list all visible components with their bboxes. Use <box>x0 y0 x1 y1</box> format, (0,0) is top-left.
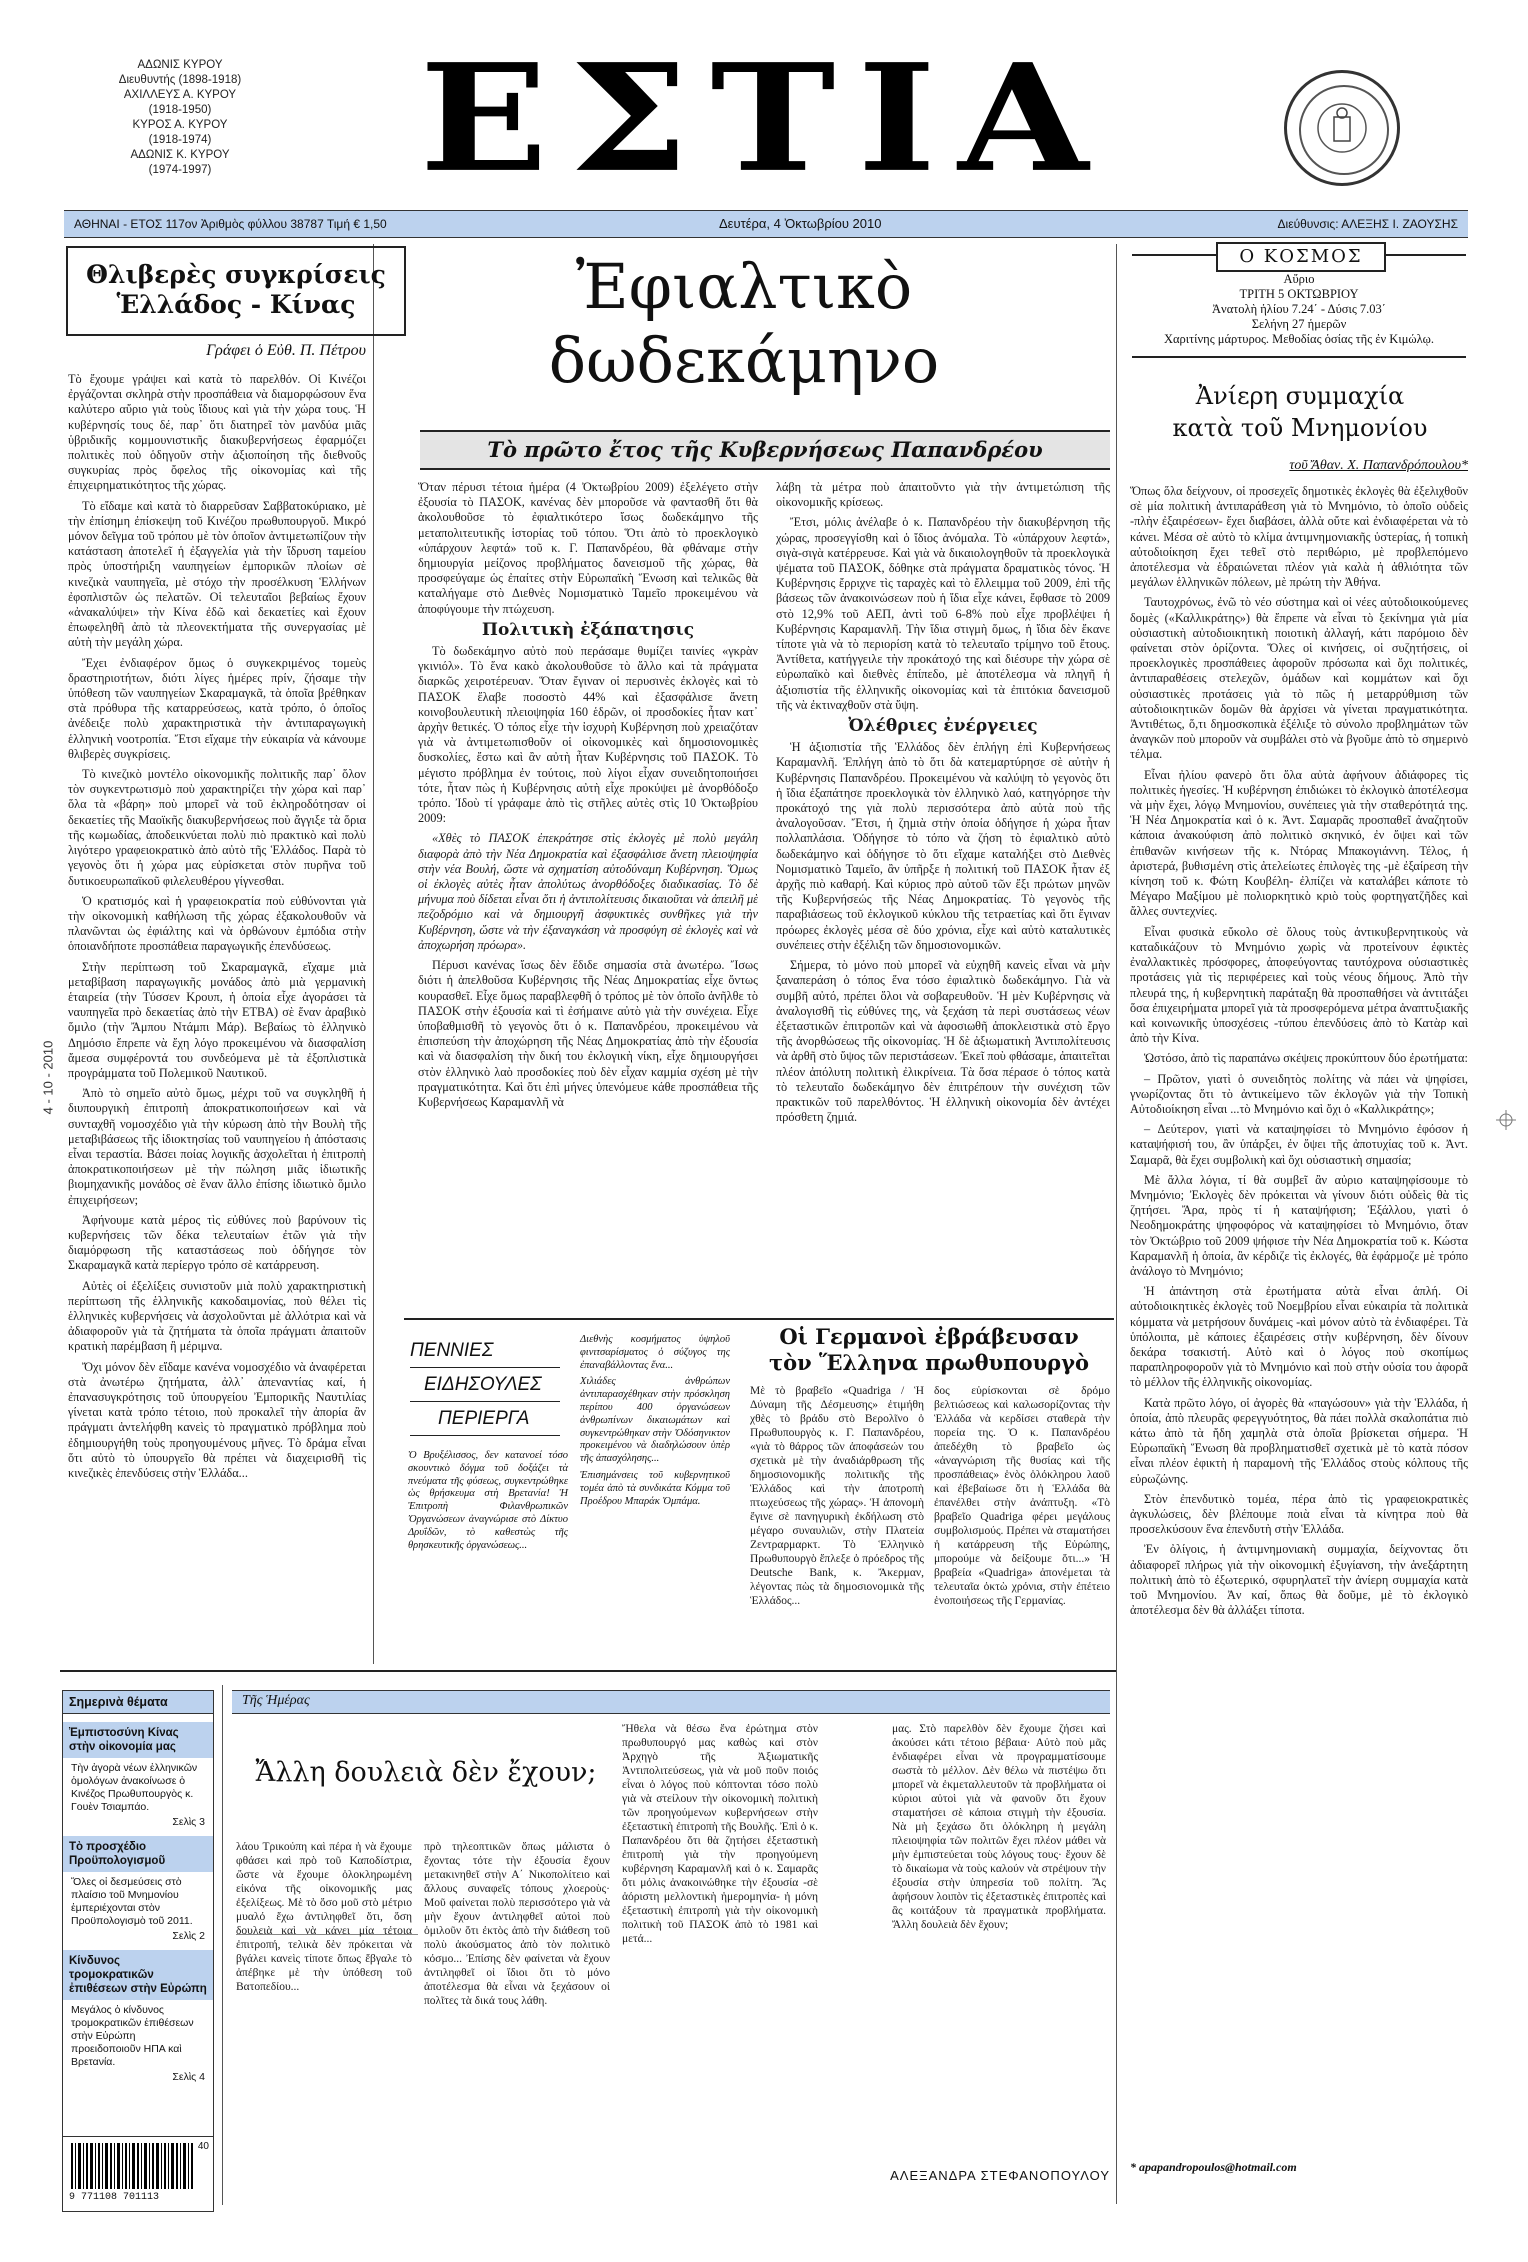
paragraph: Ὄχι μόνον δὲν εἴδαμε κανένα νομοσχέδιο νὰ ἀναφέρεται στὰ ἀνωτέρω ζητήματα, ἀλλ᾽ ἀπεναντίας καί, ἡ ἐπανασυγκρότησις τοῦ ὑπουργείου Ἐμπορικῆς Ναυτιλίας γίνεται κατὰ τρόπο τέτοιο, ποὺ προκαλεῖ τὴν ἀπορία ἂν πράγματι ἀντελήφθη κανεὶς τὸ πραγματικὸ πρόβλημα ποὺ ἐδημιουργήθη τοὺς προηγουμένους μῆνες. Τὸ δράμα εἶναι ὅτι αὐτὸ τὸ ὑπουργεῖο θὰ πρέπει νὰ διαχειρισθῆ τὶς κινεζικὲς ἐπενδύσεις στὴν Ἑλλάδα... <box>68 1359 366 1481</box>
section-title: Ὀλέθριες ἐνέργειες <box>848 716 1038 737</box>
tis-imeras-author: ΑΛΕΞΑΝΔΡΑ ΣΤΕΦΑΝΟΠΟΥΛΟΥ <box>890 2168 1110 2183</box>
todays-topics-box <box>62 1690 214 2212</box>
paragraph: Μὲ ἄλλα λόγια, τί θὰ συμβεῖ ἂν αὐριο καταψηφίσουμε τὸ Μνημόνιο; Ἐκλογὲς δὲν πρόκειται νὰ γίνουν διότι οὐδεὶς θὰ τὶς ζητήσει. Ἄρα, πρὸς τί ἡ καταψήφιση; Ἐξάλλου, γιατὶ ὁ Νεοδημοκράτης ψηφοφόρος νὰ καταψηφίσει τὸ Μνημόνιο, ὅταν τὸν Ὀκτώβριο τοῦ 2009 ψήφισε τὴν Νέα Δημοκρατία τοῦ κ. Κώστα Καραμανλῆ ἡ ὁποία, ἂν κέρδιζε τὶς ἐκλογές, θὰ ἐφάρμοζε μὲ τρόπο ἀνάλογο τὸ Μνημόνιο; <box>1130 1172 1468 1278</box>
gossip-item: Ἐπισημάνσεις τοῦ κυβερνητικοῦ τομέα ἀπὸ τὰ συνδικάτα Κόμμα τοῦ Προέδρου Μπαράκ Ὀμπάμα. <box>580 1469 730 1507</box>
tis-imeras-col-2 <box>424 1840 610 2200</box>
paragraph: Ἀπὸ τὸ σημεῖο αὐτὸ ὅμως, μέχρι τοῦ να συγκληθῆ ἡ διυπουργικὴ ἐπιτροπὴ ἀποκρατικοποιήσεων καὶ νὰ συνταχθῆ νομοσχέδιο γιὰ τὴν κύρωση ἀπὸ τὴν Βουλὴ τῆς μεταβιβάσεως τῆς ἰδιοκτησίας τοῦ ναυπηγείου ἡ ἀπόστασις εἶναι τεραστία. Βάσει ποίας λογικῆς ἀσχολεῖται ἡ ἐπιτροπὴ ἀποκρατικοποιήσεων μὲ τὴν πώληση μιᾶς ἰδιωτικῆς βιομηχανικῆς μονάδος σὲ ἕναν ἄλλο ἐπίσης ἰδιωτικὸ ὅμιλο ἐπιχειρήσεων; <box>68 1086 366 1207</box>
gossip-title <box>410 1334 560 1436</box>
paragraph: Ἡ ἀξιοπιστία τῆς Ἑλλάδος δὲν ἐπλήγη ἐπὶ Κυβερνήσεως Καραμανλῆ. Ἐπλήγη ἀπὸ τὸ ὅτι δὰ κατεμαρτύρησε σὲ αὐτὴν ἡ Κυβέρνησις Παπανδρέου. Προκειμένου νὰ καλύψη τὸ γεγονὸς ὅτι ἡ ἴδια ἐξαπάτησε προεκλογικὰ τὸν ἑλληνικὸ λαό, κατηγόρησε τὴν προκάτοχό της γιὰ πολὺ περισσότερα ἀπὸ αὐτὰ ποὺ τῆς ἀναλογοῦσαν. Ἔτσι, ἡ ζημιὰ στὴν ὁποία ὁδήγησε ἡ χώρα ἦταν πολλαπλάσια. Ὁδήγησε τὸ τόπο νὰ ζήση τὸ ἐφιαλτικὸ αὐτὸ δωδεκάμηνο καὶ ὁδήγησε τὸ ὅτι εἴχαμε καταλήξει στὸ Διεθνὲς Νομισματικὸ Ταμεῖο, ἂν ὑπῆρξε ἡ πολιτική τοῦ ΠΑΣΟΚ ἦταν ἐξ ἀρχῆς πιὸ καθαρή. Καὶ κύριος πρὸ αὐτοῦ τῶν ἔξι πρώτων μηνῶν τῆς Κυβερνήσεώς τῆς Νέας Δημοκρατίας. Τὸ γεγονὸς τῆς παραβιάσεως τοῦ ἐκλογικοῦ κύκλου τῆς τετραετίας καὶ ὅτι ἔγιναν πρόωρες ἐκλογὲς μέσα σὲ δύο χρόνια, εἶχε καὶ αὐτὸ καταλυτικὲς συνέπειες στὴν ἐξέλιξη τῶν δημοσιονομικῶν. <box>776 740 1110 952</box>
founder-line: ΚΥΡΟΣ Α. ΚΥΡΟΥ <box>132 119 228 131</box>
barcode-icon <box>69 2143 199 2189</box>
info-bar <box>64 210 1468 238</box>
paragraph: Τὸ δωδεκάμηνο αὐτὸ ποὺ περάσαμε θυμίζει ταινίες «γκρὰν γκινιόλ». Τὸ ἕνα κακὸ ἀκολουθοῦσε τὸ ἄλλο καὶ τὰ πράγματα διαρκῶς χειροτέρευαν. Ὅταν ἔγιναν οἱ περυσινὲς ἐκλογὲς καὶ τὸ ΠΑΣΟΚ ἔλαβε ποσοστὸ 44% καὶ ἐξασφάλισε ἄνετη κοινοβουλευτικὴ πλειοψηφία 160 ἑδρῶν, οἱ προσδοκίες ἦταν κατ᾽ ἀρχὴν θετικές. Ὁ τόπος εἶχε τὴν ἰσχυρὴ Κυβέρνηση ποὺ χρειαζόταν γιὰ νὰ ἀντιμετωπισθοῦν οἱ οἰκονομικὲς καὶ δημοσιονομικὲς δυσκολίες, ἔστω καὶ ἂν αὐτὴ ἦταν Κυβέρνησις τοῦ ΠΑΣΟΚ. Τὸ μέγιστο πρόβλημα ἐν τούτοις, ποὺ λίγοι εἶχαν συνειδητοποιήσει τότε, ἦταν πὼς ἡ Κυβέρνησις αὐτὴ εἶχε προκύψει μὲ ἀνορθόδοξο τρόπο. Ἰδοὺ τί γράφαμε ἀπὸ τὶς στῆλες αὐτὲς στὶς 10 Ὀκτωβρίου 2009: <box>418 644 758 826</box>
right-headline-line1: Ἀνίερη συμμαχία <box>1195 382 1405 410</box>
germans-col-1 <box>750 1384 924 1654</box>
paragraph: Ἐν ὀλίγοις, ἡ ἀντιμνημονιακὴ συμμαχία, δείχνοντας ὅτι ἀδιαφορεῖ πλήρως γιὰ τὴν οἰκονομικὴ ἐξυγίανση, τὴν ἀνεξάρτητη πολιτικὴ ἀπὸ τὸ ἐξωτερικό, σφυρηλατεῖ τὴν ἀνίερη συμμαχία κατὰ τοῦ Μνημονίου. Ἀν καί, ὅπως θὰ δοῦμε, μὲ τὸ ἐκλογικὸ ἀποτέλεσμα δὲν θὰ ἀλλάξει τίποτα. <box>1130 1542 1468 1618</box>
paragraph: Ὅταν πέρυσι τέτοια ἡμέρα (4 Ὀκτωβρίου 2009) ἐξελέγετο στὴν ἐξουσία τὸ ΠΑΣΟΚ, κανένας δὲν μποροῦσε νὰ φαντασθῆ ὅτι θὰ ἀκολουθοῦσε τὸ ἐφιαλτικότερο ἴσως δωδεκάμηνο τῆς μεταπολιτευτικῆς ἱστορίας τοῦ τόπου. Ὅτι ἀπὸ τὸ προεκλογικὸ «ὑπάρχουν λεφτά» τοῦ κ. Γ. Παπανδρέου, θὰ φθάναμε στὴν δημιουργία μείζονος προβλήματος δανεισμοῦ τῆς χώρας, θὰ προσφεύγαμε ὡς ἐπαίτες στὴν Εὐρωπαϊκὴ Ἕνωση καὶ τελικῶς θὰ καταλήγαμε στὸ Διεθνὲς Νομισματικὸ Ταμεῖο προκειμένου νὰ ἀποφύγουμε τὴν πτώχευση. <box>418 480 758 616</box>
main-headline-line2: δωδεκάμηνο <box>548 324 940 397</box>
topic-heading: Κίνδυνος τρομοκρατικῶν ἐπιθέσεων στὴν Εὐρώπη <box>63 1950 213 2000</box>
paragraph: Ἀφήνουμε κατὰ μέρος τὶς εὐθύνες ποὺ βαρύνουν τὶς κυβερνήσεις τῶν δέκα τελευταίων ἐτῶν γιὰ τὴν διαμόρφωση τῆς καταστάσεως ποὺ ὁδήγησε τὸν Σκαραμαγκᾶ κατὰ περίεργο τρόπο σὲ κατάρρευση. <box>68 1212 366 1273</box>
germans-col-2 <box>934 1384 1110 1654</box>
tis-imeras-top-col <box>622 1722 818 1972</box>
gossip-item: Ὁ Βρυξέλισσος, δεν κατανοεί τόσο σκουντικὸ δόγμα τοῦ δοξάζει τὰ πνεύματα τῆς φύσεως, συγκεντρώθηκε ὡς θρήσκευμα στὴ Βρετανία! Ἡ Ἐπιτροπὴ Φιλανθρωπικῶν Ὀργανώσεων ἀναγνώρισε στὸ Δίκτυο Δρυΐδῶν, τὸ καθεστὼς τῆς θρησκευτικῆς ὀργανώσεως... <box>408 1450 568 1551</box>
paragraph: – Δεύτερον, γιατὶ νὰ καταψηφίσει τὸ Μνημόνιο ἐφόσον ἡ καταψήφισή του, ἂν ὑπάρξει, ἐν ὄψει τῆς ἀποτυχίας τοῦ κ. Ἀντ. Σαμαρᾶ, θὰ ἔχει συμβολικὴ καὶ ὄχι οὐσιαστικὴ σημασία; <box>1130 1122 1468 1167</box>
date-stamp-vertical <box>38 1000 58 1160</box>
paragraph: μας. Στὸ παρελθὸν δὲν ἔχουμε ζήσει καὶ ἀκούσει κάτι τέτοιο βέβαια· Αὐτὸ ποὺ μᾶς ἐνδιαφέρει εἶναι νὰ προγραμματίσουμε σωστὰ τὸ μέλλον. Δὲν θέλω νὰ πιστέψω ὅτι μπορεῖ νὰ ἐκμεταλλευτοῦν τὰ προβλήματα οἱ κύριοι αὐτοὶ γιὰ νὰ φανοῦν ὅτι ἔχουν σταματήσει σὲ κάποια στιγμὴ τὴν ἐξουσία. Νὰ μὴ ξεχάσω ὅτι ὁλόκληρη ἡ μεγάλη πλειοψηφία τῶν πολιτῶν ἔχει πλέον μάθει νὰ μὴν ἐμπιστεύεται τοὺς λόγους τους· ἔχουν δὲ τὸ δικαίωμα νὰ τοὺς καλούν νὰ στρέψουν τὴν ἐξουσία στὴν ὑπηρεσία τοῦ πολίτη. Ἂς ἀφήσουν λοιπὸν τὶς ἐξεταστικὲς ἐπιτροπὲς καὶ ἂς κοιτάξουν τὰ πραγματικὰ προβλήματα. Ἄλλη δουλειὰ δὲν ἔχουν; <box>892 1723 1106 1931</box>
paragraph: δος εὑρίσκονται σὲ δρόμο βελτιώσεως καὶ καλωσορίζοντας τὴν Ἑλλάδα νὰ κερδίσει σταθερὰ τὴν πορεία της. Ὁ κ. Παπανδρέου ἀπεδέχθη τὸ βραβεῖο ὡς «ἀναγνώριση τῆς θυσίας καὶ τῆς προσπάθειας» ἑνὸς ὁλόκληρου λαοῦ καὶ ἐβεβαίωσε ὅτι ἡ Ἑλλάδα θὰ ἐπανέλθει στὴν ἀνάπτυξη. «Τὸ βραβεῖο Quadriga φέρει μεγάλους συμβολισμούς. Πρέπει νὰ σταματήσει ἡ κατάρρευση τῆς Εὐρώπης, μπορούμε νὰ δείξουμε ὅτι...» Ἡ βραβεία «Quadriga» ἀπονέμεται τὰ τελευταῖα ὀκτὼ χρόνια, στὴν ἐπέτειο ἑνοποιήσεως τῆς Γερμανίας. <box>934 1385 1110 1607</box>
main-col-1 <box>418 480 758 1360</box>
right-byline: τοῦ Ἄθαν. Χ. Παπανδρόπουλου* <box>1289 458 1468 473</box>
quote-paragraph: «Χθὲς τὸ ΠΑΣΟΚ ἐπεκράτησε στὶς ἐκλογὲς μὲ πολὺ μεγάλη διαφορὰ ἀπὸ τὴν Νέα Δημοκρατία καὶ ἐξασφάλισε ἄνετη πλειοψηφία στὴν νέα Βουλή, ὥστε νὰ σχηματίση αὐτοδύναμη Κυβέρνηση. Ὅμως οἱ ἐκλογὲς αὐτὲς ἦταν ἀπολύτως ἀνορθόδοξες διαδικασίας. Τὸ δὲ μήνυμα ποὺ δίδεται εἶναι ὅτι ἡ ἀντιπολίτευσις δικαιοῦται νὰ ἀπειλῆ μὲ πεζοδρόμιο καὶ νὰ δημιουργῆ ἀσφυκτικὲς συνθῆκες γιὰ τὴν Κυβέρνηση, ὥστε νὰ τὴν ἐξαναγκάση νὰ προσφύγη σὲ ἐκλογὲς καὶ νὰ ἀποχωρήση πρόωρα». <box>418 831 758 952</box>
topic-item[interactable] <box>63 1950 213 2091</box>
paragraph: Τὸ κινεζικὸ μοντέλο οἰκονομικῆς πολιτικῆς παρ᾽ ὅλον τὸν συγκεντρωτισμὸ ποὺ χαρακτηρίζει τὴν χώρα καὶ παρ᾽ ὅλα τὰ «βάρη» ποὺ μπορεῖ νὰ τοῦ ἐκληροδότησαν οἱ δεκαετίες τῆς Μαοϊκῆς διακυβερνήσεως ποὺ ἄγγιξε τὰ ὅρια τῆς κωμωδίας, ἀποδεικνύεται πολὺ πιὸ πρακτικὸ καὶ πολὺ λιγότερο γραφειοκρατικὸ ἀπὸ αὐτὸ τῆς Ἑλλάδος. Παρὰ τὸ γεγονὸς ὅτι ἡ χώρα μας εὑρίσκεται στὸν πυρῆνα τοῦ δυτικοευρωπαϊκοῦ φιλελευθέρου γίγνεσθαι. <box>68 767 366 888</box>
issue-date: Δευτέρα, 4 Ὀκτωβρίου 2010 <box>719 216 882 231</box>
founder-line: (1918-1974) <box>148 134 212 146</box>
director-info: Διεύθυνσις: ΑΛΕΞΗΣ Ι. ΖΑΟΥΣΗΣ <box>1277 217 1458 231</box>
paragraph: Ὁ κρατισμός καὶ ἡ γραφειοκρατία ποὺ εὐθύνονται γιὰ τὴν οἰκονομικὴ καθήλωση τῆς χώρας ἐξακολουθοῦν νὰ πλανῶνται ὡς ἐφιάλτης καὶ νὰ ὀρθώνουν ἐμπόδια στὴν ὁποιανδήποτε προσπάθεια παραγωγικῆς ἐπενδύσεως. <box>68 893 366 954</box>
left-article-body <box>68 372 366 1662</box>
topic-heading: Τὸ προσχέδιο Προϋπολογισμοῦ <box>63 1836 213 1872</box>
gossip-item: Διεθνὴς κοσμήματος ὑψηλοῦ φινιτσαρίσματος ὁ σύζυγος της ἐπαναβάλλοντας ἕνα... <box>580 1334 730 1371</box>
paragraph: λάου Τρικούπη καὶ πέρα ἡ νὰ ἔχουμε φθάσει καὶ πρὸ τοῦ Καποδίστρια, ὥστε νὰ ἔχουμε ὁλοκληρωμένη εἰκόνα τῆς οἰκονομικῆς μας ἐξελίξεως. Μὲ τὸ ὅσο μοῦ στὸ μέτριο μυαλό ἔχω ἀντιληφθεῖ ὅτι, ὅση δουλειὰ καὶ νὰ κάνει μία τέτοια ἐπιτροπή, τελικὰ δὲν πρόκειται νὰ βγάλει κανεὶς τίποτε ὅπως ἔβγαλε τὸ ἀπέβηκε μὲ τὴν ὑπόθεση τοῦ Βατοπεδίου... <box>236 1841 412 1993</box>
paragraph: Στὴν περίπτωση τοῦ Σκαραμαγκᾶ, εἴχαμε μιὰ μεταβίβαση παραγωγικῆς μονάδος ἀπὸ μιὰ γερμανικὴ ἑταιρεία (τὴν Τύσσεν Κρουπ, ἡ ὁποία εἶχε ἀγοράσει τὰ ναυπηγεῖα πρὸ δεκαετίας ἀπὸ τὴν ΕΤΒΑ) σὲ ἕναν ἀραβικὸ ὅμιλο (τὴν Ἄμπου Ντάμπι Μάρ). Βεβαίως τὸ ἑλληνικὸ Δημόσιο ἔπρεπε νὰ ἔχη λόγο προκειμένου νὰ διασφαλίση ἄμεσα συμφέροντά του συνδεόμενα μὲ τὰ ἐξοπλιστικὰ προγράμματα τοῦ Πολεμικοῦ Ναυτικοῦ. <box>68 959 366 1080</box>
paragraph: Αὐτὲς οἱ ἐξελίξεις συνιστοῦν μιὰ πολὺ χαρακτηριστικὴ περίπτωση τῆς ἑλληνικῆς κακοδαιμονίας, ποὺ θέλει τὶς ἑλληνικὲς κυβερνήσεις νὰ ἀσχολοῦνται μὲ ἀλλότρια καὶ νὰ ἀδιαφοροῦν γιὰ τὰ ζητήματα τὰ ὁποῖα πράγματι ἀπαιτοῦν κρατικὴ παρέμβαση ἢ μέριμνα. <box>68 1278 366 1354</box>
founder-line: Διευθυντής (1898-1918) <box>118 74 242 86</box>
paragraph: Εἶναι φυσικὰ εὔκολο σὲ ὅλους τοὺς ἀντικυβερνητικοὺς νὰ καταδικάζουν τὸ Μνημόνιο χωρὶς νὰ προτείνουν ἐφικτὲς ἐναλλακτικὲς πρόσφορες, ἀποφεύγοντας ταυτόχρονα οὐσιαστικὲς προτάσεις γιὰ τὶς περιφέρειες καὶ τοὺς νέους δήμους. Ἀπὸ τὴν πλευρά της, ἡ κυβερνητικὴ παράταξη θὰ προσπαθήσει νὰ ἀντιτάξει ὅσα ἐπιχειρήματα μπορεῖ γιὰ τὰ προσφερόμενα μέτρα ἀναπτυξιακῆς καὶ κοινωνικῆς ὑποσχέσεις -τύπου ἐπενδύσεις ἀπὸ τὸ Κατὰρ καὶ ἀπὸ τὴν Κίνα. <box>1130 924 1468 1046</box>
barcode-issue: 40 <box>197 2141 209 2152</box>
main-subheadline: Τὸ πρῶτο ἔτος τῆς Κυβερνήσεως Παπανδρέου <box>420 430 1110 470</box>
founder-line: ΑΔΩΝΙΣ Κ. ΚΥΡΟΥ <box>130 149 230 161</box>
tis-imeras-col-1 <box>236 1840 412 2200</box>
main-headline <box>382 250 1106 398</box>
kosmos-line: Αὔριο <box>1283 272 1315 286</box>
founder-line: ΑΔΩΝΙΣ ΚΥΡΟΥ <box>137 59 223 71</box>
kosmos-title: Ο ΚΟΣΜΟΣ <box>1216 242 1386 272</box>
paragraph: Ὡστόσο, ἀπὸ τὶς παραπάνω σκέψεις προκύπτουν δύο ἐρωτήματα: <box>1144 1051 1468 1066</box>
gossip-section <box>404 1330 734 1660</box>
topic-text: Τὴν ἀγορὰ νέων ἑλληνικῶν ὁμολόγων ἀνακοίνωσε ὁ Κινέζος Πρωθυπουργὸς κ. Γουὲν Τσιαμπάο. <box>71 1762 198 1813</box>
kosmos-line: Σελήνη 27 ἡμερῶν <box>1251 317 1347 331</box>
paragraph: Τὸ εἴδαμε καὶ κατὰ τὸ διαρρεῦσαν Σαββατοκύριακο, μὲ τὴν ἐπίσημη ἐπίσκεψη τοῦ Κινέζου πρωθυπουργοῦ. Μικρό μόνον δεῖγμα τοῦ τρόπου μὲ τὸν ὁποῖον ἀντιμετωπίζουν τὴν κατάσταση ἀποτελεῖ ἡ ἐξαγγελία γιὰ τὴν ἵδρυση ταμείου πρὸς ὑποστήριξη ναυπηγείων ἐμπορικῶν πλοίων σὲ κινεζικὰ ναυπηγεῖα, μὲ στόχο τὴν προσέλκυση Ἑλλήνων ἐφοπλιστῶν ὡς πελατῶν. Οἱ τελευταῖοι βεβαίως ἔχουν «ἀνακαλύψει» τὴν Κίνα ἐδῶ καὶ δεκαετίες καὶ ἔχουν ἐπωφεληθῆ ἀπὸ τὰ πλεονεκτήματα τῆς συνεργασίας μὲ αὐτὴ τὴν μεγάλη χώρα. <box>68 498 366 650</box>
gossip-title-line: ΕΙΔΗΣΟΥΛΕΣ <box>410 1368 560 1402</box>
founder-line: (1918-1950) <box>148 104 212 116</box>
paragraph: – Πρῶτον, γιατὶ ὁ συνειδητὸς πολίτης νὰ πάει νὰ ψηφίσει, γνωρίζοντας ὅτι τὸ ἀντικείμενο τῶν ἐκλογῶν γιὰ τὴν Τοπικὴ Αὐτοδιοίκηση εἶναι ...τὸ Μνημόνιο καὶ ὄχι ὁ «Καλλικράτης»; <box>1130 1071 1468 1116</box>
issue-info: ΑΘΗΝΑΙ - ΕΤΟΣ 117ον Ἀριθμὸς φύλλου 38787 Τιμή € 1,50 <box>74 217 387 231</box>
paragraph: πρὸ τηλεοπτικῶν ὅπως μάλιστα ὁ ἔχοντας τότε τὴν ἐξουσία ἔχουν μετακινηθεῖ στὴν Α΄ Νικοπολίτειο καὶ ἄλλους συναφεῖς τόπους χλοεροὺς· Μοῦ φαίνεται πολὺ περισσότερο γιὰ νὰ μὴν ἔχουν ἀντιληφθεῖ αὐτοὶ ποὺ ὁμιλοῦν ὅτι ἐκτὸς ἀπὸ τὴν διάθεση τοῦ πολὺ ἀκούσματος ἀπὸ τὸν πολιτικὸ κόσμο... Ἐπίσης δὲν φαίνεται νὰ ἔχουν ἀντιληφθεῖ οἱ ἴδιοι ὅτι τὸ μόνο ἀποτέλεσμα θὰ εἶναι νὰ ξεχάσουν οἱ πολῖτες τὰ δικά τους λάθη. <box>424 1841 610 2007</box>
paragraph: Ἔτσι, μόλις ἀνέλαβε ὁ κ. Παπανδρέου τὴν διακυβέρνηση τῆς χώρας, προσεγγίσθη καὶ ὁ ἴδιος ἀνόμαλα. Τὸ «ὑπάρχουν λεφτά», σιγὰ-σιγὰ κατέρρευσε. Καὶ γιὰ νὰ δικαιολογηθοῦν τὰ προεκλογικὰ ψέματα τοῦ ΠΑΣΟΚ, δόθηκε στὰ πράγματα δραματικὸς τόνος. Ἡ Κυβέρνησις ἔρριχνε τὶς ταραχὲς καὶ τὸ ἔλλειμμα τοῦ 2009, ἐπὶ τῆς βάσεως τῶν ἀνακοινώσεων ποὺ ἡ ἴδια εἶχε κάνει, ἔφθασε τὸ 2009 στὸ 12,9% τοῦ ΑΕΠ, ἀντὶ τοῦ 6-8% ποὺ εἶχε προβλέψει ἡ Κυβέρνησις Καραμανλῆ. Τὴν ἴδια στιγμὴ ὅμως, ἡ ἴδια δὲν ἔκανε τίποτε γιὰ νὰ τὸ περιορίση κατὰ τὸ τελευταῖο τρίμηνο τοῦ ἔτους. Ἀντίθετα, κατήγγειλε τὴν προκάτοχό της καὶ διέσυρε τὴν χώρα σὲ εὐρωπαϊκὸ καὶ διεθνὲς ἐπίπεδο, μὲ ἀποτέλεσμα νὰ πληγῆ ἡ ἀξιοπιστία τῆς ἑλληνικῆς οἰκονομίας καὶ τὰ ἐπιτόκια δανεισμοῦ τῆς νὰ ἐκτιναχθοῦν στὰ ὕψη. <box>776 515 1110 712</box>
author-email: * apapandropoulos@hotmail.com <box>1130 2160 1297 2174</box>
paragraph: Ἔχει ἐνδιαφέρον ὅμως ὁ συγκεκριμένος τομεὺς δραστηριοτήτων, διότι λίγες ἡμέρες πρίν, ζήσαμε τὴν ὑπόθεση τῶν ναυπηγείων Σκαραμαγκᾶ, τὰ ὁποῖα βρέθηκαν στὰ πρόθυρα τῆς καταρρεύσεως, κατὰ τρόπο, ὁ ὁποῖος ἀνέδειξε πολὺ χαρακτηριστικὰ τὴν ἀντιπαραγωγικὴ ἑλληνικὴ νοοτροπία. Ἔτσι εἴχαμε τὴν εὐκαιρία νὰ κάνουμε θλιβερὲς συγκρίσεις. <box>68 655 366 761</box>
kosmos-line: ΤΡΙΤΗ 5 ΟΚΤΩΒΡΙΟΥ <box>1239 287 1359 301</box>
germans-headline-line2: τὸν Ἕλληνα πρωθυπουργὸ <box>769 1350 1089 1375</box>
left-headline-line1: Θλιβερὲς συγκρίσεις <box>86 260 386 289</box>
topic-text: Ὅλες οἱ δεσμεύσεις στὸ πλαίσιο τοῦ Μνημονίου ἐμπεριέχονται στὸν Προϋπολογισμὸ τοῦ 2011. <box>71 1876 193 1927</box>
date-stamp-text: 4 - 10 - 2010 <box>40 1040 56 1115</box>
paragraph: Σήμερα, τὸ μόνο ποὺ μπορεῖ νὰ εὐχηθῆ κανεὶς εἶναι νὰ μὴν ξαναπεράση ὁ τόπος ἕνα τόσο ἐφιαλτικὸ δωδεκάμηνο. Γιὰ νὰ συμβῆ αὐτό, πρέπει ὅλοι νὰ σοβαρευθοῦν. Ἡ μὲν Κυβέρνησις νὰ ἀναλογισθῆ τὶς εὐθύνες της, νὰ ξεχάση τὰ περὶ συστάσεως νέων ἐξεταστικῶν ἐπιτροπῶν καὶ νὰ ἀφοσιωθῆ ἀποκλειστικὰ στὸ ἔργο τῆς ἀνορθώσεως τῆς οἰκονομίας. Ἡ δὲ ἀξιωματικὴ Ἀντιπολίτευσις νὰ ἀρθῆ στὸ ὕψος τῶν περιστάσεων. Ἐκεῖ ποὺ φθάσαμε, ἀπαιτεῖται πλέον ἀπόλυτη πολιτικὴ ἐλικρίνεια. Τὰ ὅσα πέρασε ὁ τόπος κατὰ τὸ τελευταῖο δωδεκάμηνο δὲν ἐπιτρέπουν τὴν συνέχιση τῶν πρακτικῶν τοῦ παρελθόντος. Ἡ ἑλληνικὴ οἰκονομία δὲν ἀντέχει πρόσθετη ζημιά. <box>776 958 1110 1125</box>
todays-topics-title: Σημερινὰ θέματα <box>63 1691 213 1714</box>
gossip-col-1 <box>408 1450 568 1556</box>
right-headline-line2: κατὰ τοῦ Μνημονίου <box>1172 414 1428 442</box>
paragraph: Ὅπως ὅλα δείχνουν, οἱ προσεχεῖς δημοτικὲς ἐκλογὲς θὰ ἐξελιχθοῦν σὲ μία πολιτικὴ ἀντιπαράθεση γιὰ τὸ Μνημόνιο, τὸ ὁποῖο οὐδεὶς -πλὴν ἐξαιρέσεων- ἔχει διαβάσει, ἀλλὰ οὔτε καὶ ἐνδιαφέρεται νὰ τὸ κάνει. Μέσα σὲ αὐτὸ τὸ κλίμα ἀντιμνημονιακῆς ὑστερίας, ἡ τοπικὴ αὐτοδιοίκηση ἔχει τεθεῖ στὸ περιθώριο, μὲ προβλεπόμενο ἀποτέλεσμα νὰ ἑδραιώνεται πλέον γιὰ καλὰ ἡ ἀθλιότητα τῶν μεγάλων ἑλληνικῶν πόλεων, μὲ πρώτη τὴν Ἀθήνα. <box>1130 484 1468 590</box>
founder-line: (1974-1997) <box>148 164 212 176</box>
founder-line: ΑΧΙΛΛΕΥΣ Α. ΚΥΡΟΥ <box>123 89 237 101</box>
left-headline-line2: Ἑλλάδος - Κίνας <box>116 290 356 319</box>
gossip-title-line: ΠΕΝΝΙΕΣ <box>410 1334 560 1368</box>
kosmos-line: Χαριτίνης μάρτυρος. Μεθοδίας ὁσίας τῆς ἐν Κιμώλῳ. <box>1163 332 1435 346</box>
paragraph: Εἶναι ἠλίου φανερὸ ὅτι ὅλα αὐτὰ ἀφήνουν ἀδιάφορες τὶς πολιτικὲς ἡγεσίες. Ἡ κυβέρνηση ἐπιδιώκει τὸ ἐκλογικὸ ἀποτέλεσμα νὰ μὴν ἔχει, λόγῳ Μνημονίου, συνέπειες γιὰ τὴν σταθερότητά της. Ἡ Νέα Δημοκρατία καὶ ὁ κ. Ἀντ. Σαμαρᾶς προσπαθεῖ ἀναζητοῦν κάποια ἀνακούφιση ἀπὸ πολιτικὸ σκηνικό, ἐν ὄψει καὶ τῶν ἐπιθανῶν κινήσεων τῆς κ. Ντόρας Μπακογιάννη. Τέλος, ἡ ἀριστερά, βυθισμένη στὶς ἀτελείωτες ἐπιλογὲς της -μὲ ἐξαίρεση τὴν κίνηση τοῦ κ. Φώτη Κουβέλη- ἐλπίζει νὰ καταλάβει κάποτε τὸ Μέγαρο Μαξίμου μὲ πολιορκητικὸ κριὸ τοὺς φορτηγατζῆδες καὶ ἄλλες συντεχνίες. <box>1130 767 1468 919</box>
seal-logo-icon <box>1284 70 1400 186</box>
germans-headline-line1: Οἱ Γερμανοὶ ἐβράβευσαν <box>779 1324 1079 1349</box>
right-article-body <box>1130 484 1468 2154</box>
newspaper-title: ΕΣΤΙΑ <box>419 30 1111 206</box>
paragraph: Ἡ ἀπάντηση στὰ ἐρωτήματα αὐτὰ εἶναι ἁπλή. Οἱ αὐτοδιοικητικὲς ἐκλογὲς τοῦ Νοεμβρίου εἶναι εὐκαιρία τὰ πολιτικὰ κόμματα νὰ μετρήσουν δυνάμεις -καὶ μόνον αὐτὸ τὰ ἐνδιαφέρει. Τὰ ὑπόλοιπα, μὲ κάποιες ἐξαιρέσεις στὴν κυβέρνηση, δὲν δίνουν δεκάρα τσακιστή. Αὐτὸ καὶ ὁ λόγος ποὺ σκοπίμως παραπληροφοροῦν γιὰ τὸ Μνημόνιο καὶ ποὺ στὴν οὐσία του ἀφορᾶ τὸ μέλλον τῆς ἑλληνικῆς οἰκονομίας. <box>1130 1284 1468 1390</box>
gossip-item: Χιλιάδες ἀνθρώπων ἀντιπαρασχέθηκαν στὴν πρόσκληση περίπου 400 ὀργανώσεων ἀνθρωπίνων δικαιωμάτων καὶ συγκεντρώθηκαν στὴν Ὀδόσηνικτον προκειμένου νὰ διαδηλώσουν ὑπὲρ τῆς ἀπασχόλησης... <box>580 1376 730 1465</box>
gossip-col-2 <box>580 1334 730 1512</box>
germans-headline <box>746 1324 1112 1376</box>
main-col-2 <box>776 480 1110 1360</box>
kosmos-box <box>1132 246 1466 358</box>
paragraph: Ἤθελα νὰ θέσω ἕνα ἐρώτημα στὸν πρωθυπουργό μας καθὼς καὶ στὸν Ἀρχηγὸ τῆς Ἀξιωματικῆς Ἀντιπολιτεύσεως, γιὰ νὰ μοῦ ποῦν ποιός εἶναι ὁ λόγος ποὺ κόπτονται τόσο πολὺ γιὰ νὰ στείλουν τὴν οἰκονομικὴ πολιτικὴ τῶν προηγούμενων κυβερνήσεων στὴν ἐξεταστικὴ ἐπιτροπὴ τῆς Βουλῆς. Ἐπὶ ὁ κ. Παπανδρέου ὅτι θὰ ζητήσει ἐξεταστικὴ ἐπιτροπὴ γιὰ τὴν προηγούμενη κυβέρνηση Καραμανλῆ καὶ ὁ κ. Σαμαρᾶς ὅτι μόλις ἀνακοινώθηκε τὴν ἐξουσία -σὲ ἀόριστη μελλοντικὴ ἡμερομηνία- ἡ μόνη ἐξεταστικὴ ἐπιτροπὴ γιὰ τὴν οἰκονομικὴ πολιτικὴ τοῦ ΠΑΣΟΚ ἀπὸ τὸ 1981 καὶ μετά... <box>622 1723 818 1945</box>
barcode <box>63 2136 213 2211</box>
topic-heading: Ἐμπιστοσύνη Κίνας στὴν οἰκονομία μας <box>63 1722 213 1758</box>
paragraph: Τὸ ἔχουμε γράψει καὶ κατὰ τὸ παρελθόν. Οἱ Κινέζοι ἐργάζονται σκληρὰ στὴν προσπάθεια νὰ διαμορφώσουν ἕνα καλύτερο αὔριο γιὰ τοὺς ἴδιους καὶ γιὰ τὴν χώρα τους. Ἡ κυβέρνησίς τους δέ, παρ᾽ ὅτι διατηρεῖ τὸν μανδύα μιᾶς ὑβριδικῆς κομμουνιστικῆς διακυβερνήσεως ἐφαρμόζει πολιτικὲς ποὺ ὁδηγοῦν στὴν ἀξιοποίηση τῆς διεθνοῦς συγκυρίας πρὸς ὄφελος τῆς οἰκονομίας καὶ τῆς ἐπιχειρηματικότητος τῆς χώρας. <box>68 372 366 493</box>
founders-list <box>100 58 260 178</box>
gossip-title-line: ΠΕΡΙΕΡΓΑ <box>410 1402 560 1436</box>
section-title: Πολιτικὴ ἐξάπατησις <box>481 619 695 640</box>
topic-item[interactable] <box>63 1836 213 1950</box>
topic-item[interactable] <box>63 1722 213 1836</box>
barcode-number: 9 771108 701113 <box>69 2192 160 2203</box>
left-byline: Γράφει ὁ Εὐθ. Π. Πέτρου <box>206 342 366 359</box>
topic-page: Σελὶς 3 <box>172 1816 205 1828</box>
kosmos-line: Ἀνατολὴ ἡλίου 7.24΄ - Δύσις 7.03΄ <box>1212 302 1386 316</box>
paragraph: Ταυτοχρόνως, ἐνῶ τὸ νέο σύστημα καὶ οἱ νέες αὐτοδιοικούμενες δομὲς («Καλλικράτης») θὰ ἔπρεπε νὰ εἶναι τὸ ξεκίνημα γιὰ μία οὐσιαστικὴ αὐτοδιοικητικὴ ποιοτικὴ ἀλλαγή, κάτι παρόμοιο δὲν φαίνεται στὸν ὁρίζοντα. Ὅλες οἱ κινήσεις, οἱ συζητήσεις, οἱ προεκλογικὲς προσπάθειες ἀφοροῦν πρόσωπα καὶ ὄχι πολιτικές, ἀντιπαραθέσεις στελεχῶν, ὁμάδων καὶ κομμάτων καὶ ὄχι οὐσιαστικὲς προτάσεις γιὰ τὸ πῶς ἡ μεταρρύθμιση τῶν αὐτοδιοικητικῶν δομῶν θὰ ἀρχίσει νὰ γίνεται πραγματικότητα. Ἀντιθέτως, ὅ,τι δημοσκοπικὰ ἐξέλιξε τὸ σύνολο προβλημάτων τῶν ἀναγκῶν ποὺ μποροῦν νὰ συμβάλει στὸ νὰ βγοῦμε ἀπὸ τὸ σημερινὸ τέλμα. <box>1130 595 1468 762</box>
tis-imeras-label: Τῆς Ἡμέρας <box>242 1693 310 1708</box>
topic-page: Σελὶς 4 <box>172 2071 205 2083</box>
registration-mark-icon <box>1496 1110 1516 1130</box>
right-headline <box>1130 380 1470 444</box>
paragraph: Κατὰ πρῶτο λόγο, οἱ ἀγορὲς θὰ «παγώσουν» γιὰ τὴν Ἑλλάδα, ἡ ὁποία, ἀπὸ πλευρᾶς φερεγγυότητος, θὰ πάει πολλὰ σκαλοπάτια πιὸ κάτω ἀπὸ τὰ ἤδη χαμηλὰ στὰ ὁποῖα βρίσκεται σήμερα. Ἡ Εὐρωπαϊκὴ Ἕνωση θὰ προβληματισθεῖ σχετικὰ μὲ τὸ κατὰ πόσον εἶναι πλέον ἐφικτὴ ἡ παραμονὴ τῆς Ἑλλάδος στοὺς κόλπους τῆς εὐρωζώνης. <box>1130 1395 1468 1486</box>
paragraph: Στὸν ἐπενδυτικὸ τομέα, πέρα ἀπὸ τὶς γραφειοκρατικὲς ἀγκυλώσεις, δὲν βλέπουμε ποιὰ εἶναι τὰ κίνητρα ποὺ θὰ προσελκύσουν ἕνα ἐπενδυτὴ στὴν Ἑλλάδα. <box>1130 1491 1468 1537</box>
tis-imeras-headline: Ἄλλη δουλειὰ δὲν ἔχουν; <box>255 1757 597 1788</box>
topic-page: Σελὶς 2 <box>172 1930 205 1942</box>
paragraph: Μὲ τὸ βραβεῖο «Quadriga / Ἡ Δύναμη τῆς Δέσμευσης» ἐτιμήθη χθὲς τὸ βράδυ στὸ Βερολῖνο ὁ Πρωθυπουργὸς κ. Γ. Παπανδρέου, «γιὰ τὸ θάρρος τῶν ἀποφάσεών του σχετικὰ μὲ τὴν ἀναδιάρθρωση τῆς δημοσιονομικῆς πολιτικῆς τῆς Ἑλλάδος καὶ τὴν ἀποτροπὴ πτωχεύσεως τῆς χώρας». Ἡ ἀπονομὴ ἔγινε σὲ πανηγυρικὴ ἐκδήλωση στὸ μέγαρο συναυλιῶν, στὴν Πλατεία Ζεντραρμαρκτ. Τὸ Ἑλληνικὸ Πρωθυπουργὸ ἔπλεξε ὁ πρόεδρος τῆς Deutsche Bank, κ. Ἄκερμαν, λέγοντας πὼς τὰ δημοσιονομικὰ τῆς Ἑλλάδος... <box>750 1385 924 1607</box>
main-headline-line1: Ἐφιαλτικὸ <box>575 250 913 323</box>
tis-imeras-bar <box>232 1690 1110 1714</box>
topic-text: Μεγάλος ὁ κίνδυνος τρομοκρατικῶν ἐπιθέσεων στὴν Εὐρώπη προειδοποιοῦν ΗΠΑ καὶ Βρετανία. <box>71 2004 194 2068</box>
tis-imeras-col-3 <box>892 1722 1106 2162</box>
paragraph: λάβη τὰ μέτρα ποὺ ἀπαιτοῦντο γιὰ τὴν ἀντιμετώπιση τῆς οἰκονομικῆς κρίσεως. <box>776 480 1110 510</box>
paragraph: Πέρυσι κανένας ἴσως δὲν ἔδιδε σημασία στὰ ἀνωτέρω. Ἴσως διότι ἡ ἀπελθοῦσα Κυβέρνησις τῆς Νέας Δημοκρατίας εἶχε ὄντως κουρασθεῖ. Εἶχε ὅμως παραβλεφθῆ ὁ τρόπος μὲ τὸν ὁποῖο ἀνῆλθε τὸ ΠΑΣΟΚ στὴν ἐξουσία καὶ τὶ ἐσήμαινε αὐτὸ γιὰ τὴν συνέχεια. Εἶχε ὑποβαθμισθῆ τὸ γεγονὸς ὅτι ὁ κ. Παπανδρέου, προκειμένου νὰ ἐπισπεύση τὴν ἀποχώρηση τῆς Νέας Δημοκρατίας ἀπὸ τὴν ἐξουσία καὶ νὰ διασφαλίση τὴν δική του ἐκλογικὴ νίκη, εἶχε δημιουργήσει στὸν ἑλληνικὸ λαὸ προσδοκίες ποὺ δὲν εἶχαν καμμία σχέση μὲ τὴν πραγματικότητα. Καὶ ὅτι ἐπὶ μήνες ὑπενόμευε κάθε προσπάθεια τῆς Κυβερνήσεως Καραμανλῆ νὰ <box>418 958 758 1109</box>
left-headline-box <box>66 246 406 336</box>
